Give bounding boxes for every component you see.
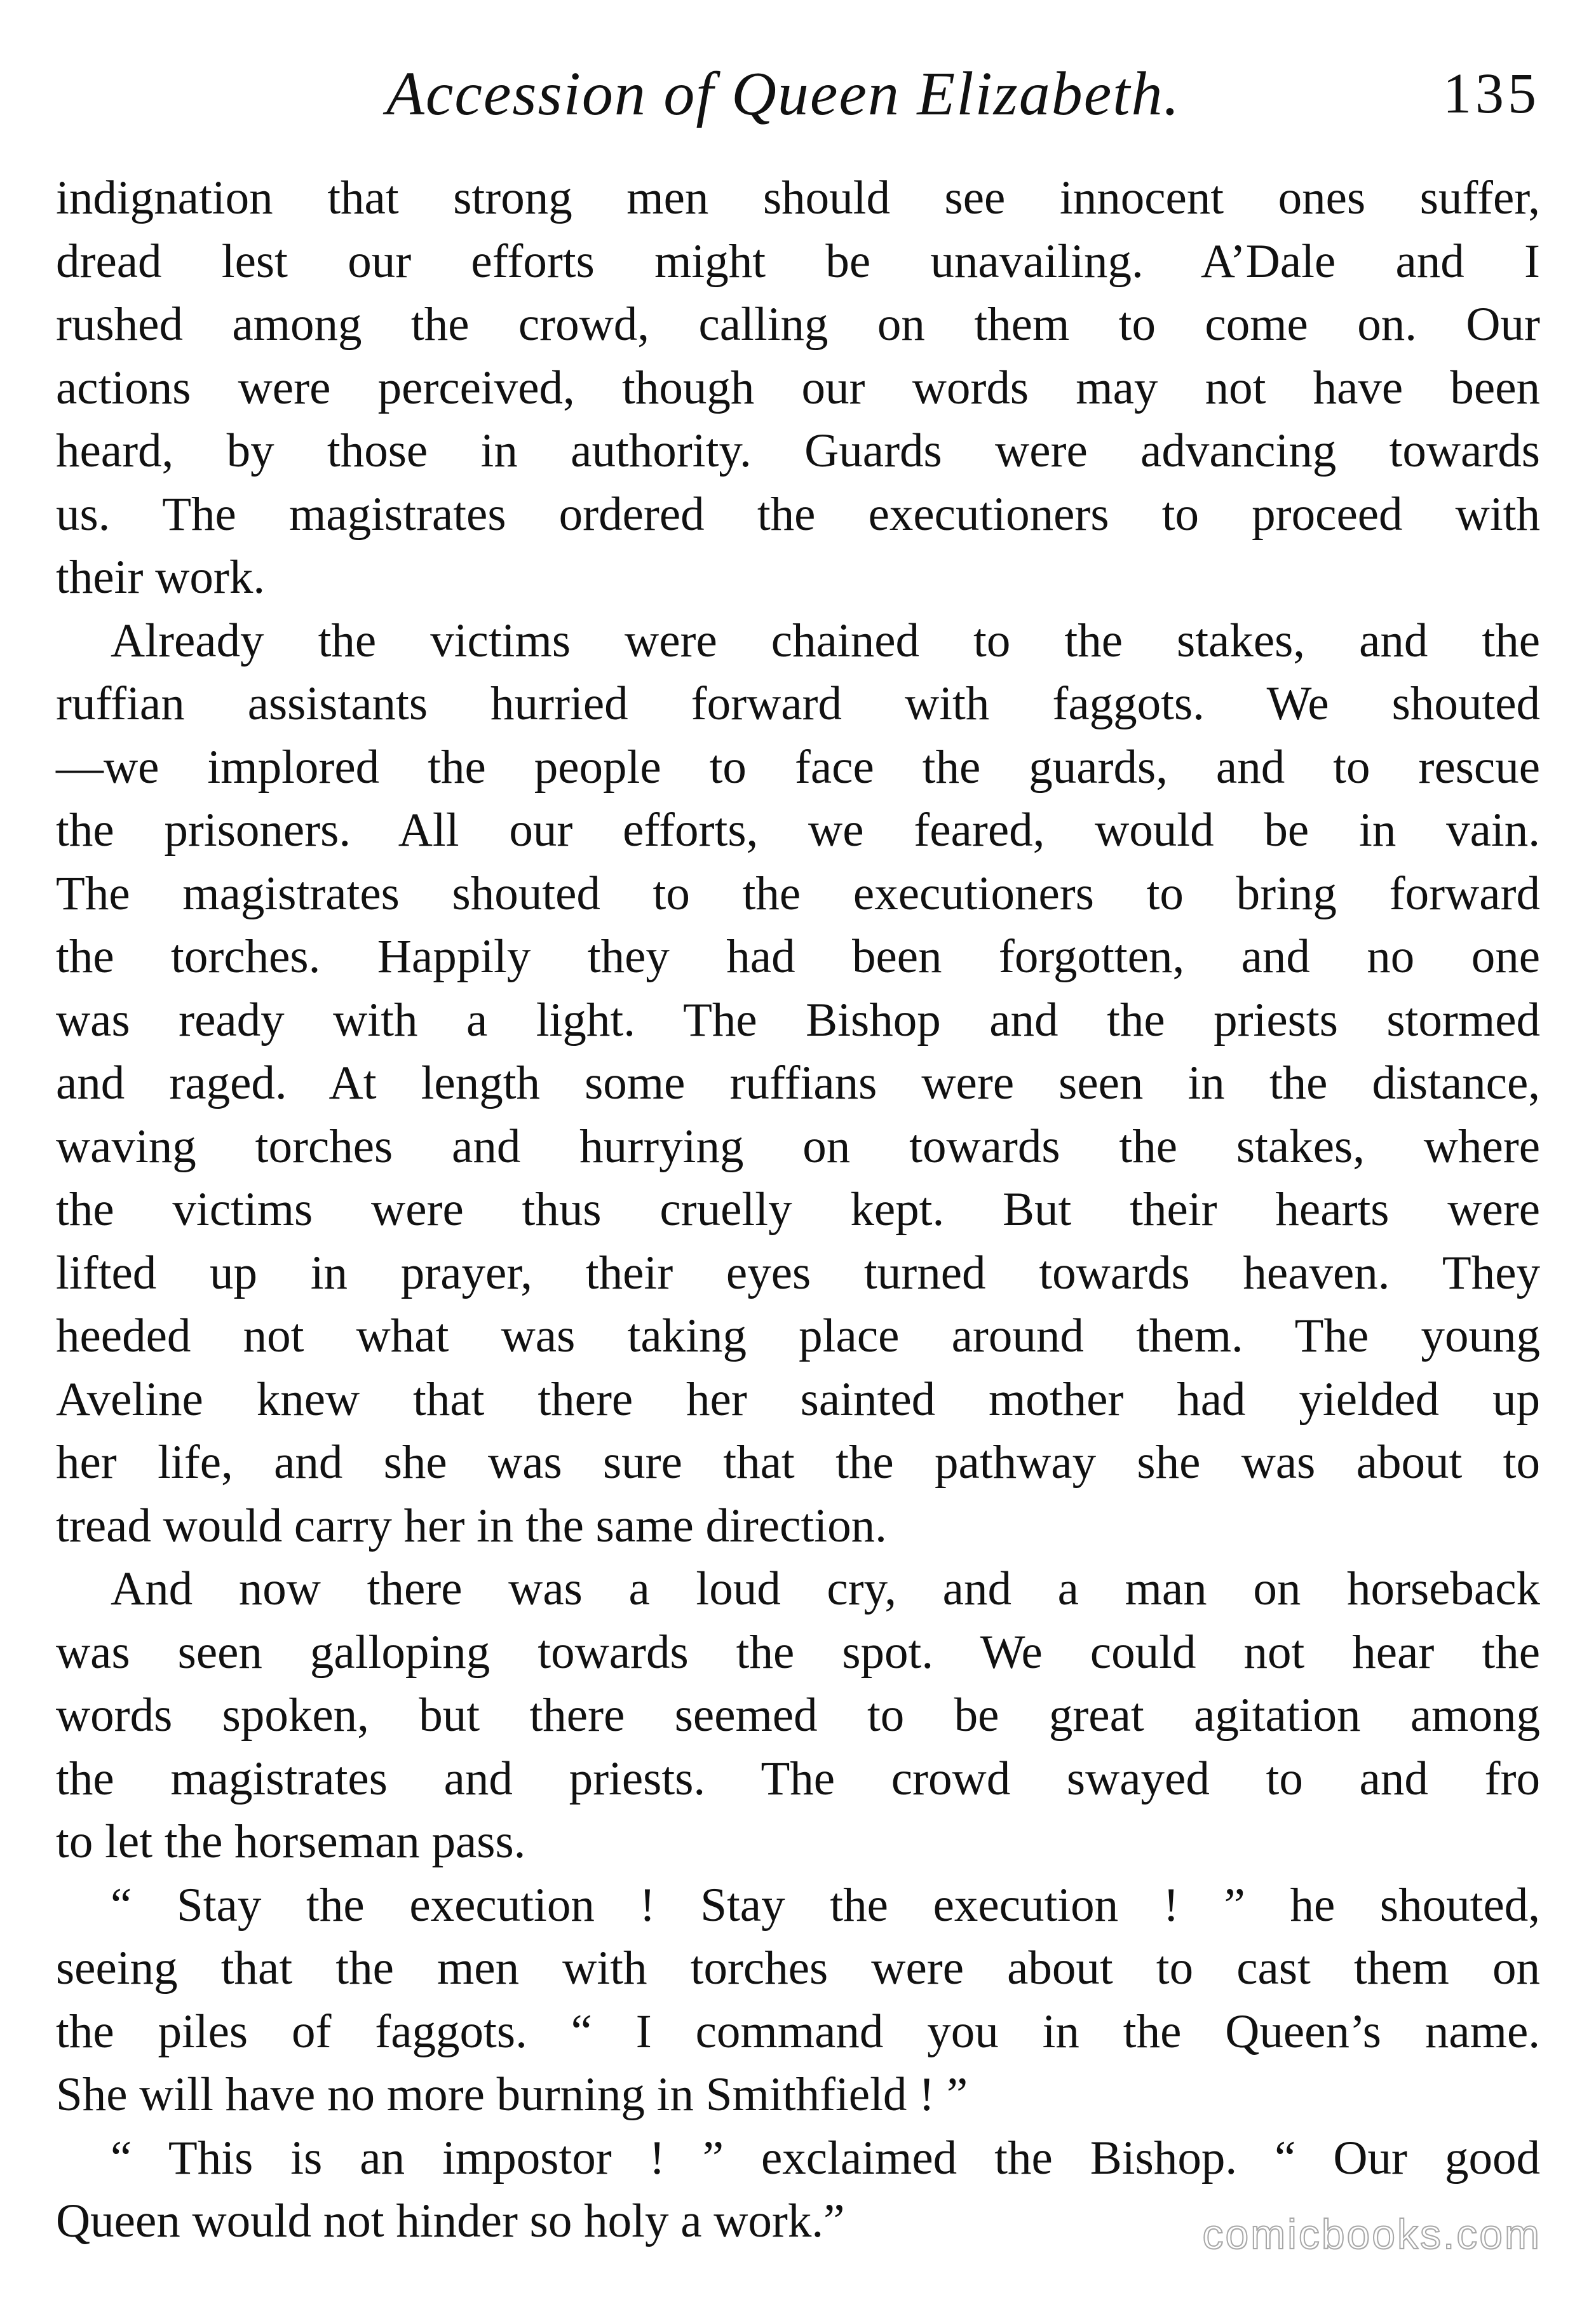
text-line: She will have no more burning in Smithfield ! ” xyxy=(56,2068,968,2121)
text-line: The magistrates shouted to the executioners to bring forward xyxy=(56,867,1540,920)
text-line: seeing that the men with torches were about to cast them on xyxy=(56,1942,1540,1995)
text-line: indignation that strong men should see innocent ones suffer, xyxy=(56,172,1540,224)
text-line: the victims were thus cruelly kept. But their hearts were xyxy=(56,1183,1540,1236)
text-line: lifted up in prayer, their eyes turned towards heaven. They xyxy=(56,1246,1540,1299)
text-line: —we implored the people to face the guards, and to rescue xyxy=(56,740,1540,794)
text-line: their work. xyxy=(56,551,266,604)
text-line: “ Stay the execution ! Stay the execution ! ” he shouted, xyxy=(111,1878,1540,1932)
text-line: the piles of faggots. “ I command you in the Queen’s name. xyxy=(56,2005,1540,2058)
text-line: actions were perceived, though our words may not have been xyxy=(56,361,1540,414)
watermark: comicbooks.com xyxy=(1202,2211,1541,2258)
running-title: Accession of Queen Elizabeth. xyxy=(386,60,1181,128)
text-line: And now there was a loud cry, and a man on horseback xyxy=(111,1562,1540,1615)
text-line: her life, and she was sure that the pathway she was about to xyxy=(56,1436,1540,1489)
text-line: waving torches and hurrying on towards the stakes, where xyxy=(56,1120,1540,1173)
text-line: Aveline knew that there her sainted mother had yielded up xyxy=(56,1372,1540,1426)
text-line: “ This is an impostor ! ” exclaimed the Bishop. “ Our good xyxy=(111,2131,1540,2184)
page-header xyxy=(56,50,1540,139)
text-line: rushed among the crowd, calling on them to come on. Our xyxy=(56,298,1540,351)
text-line: words spoken, but there seemed to be great agitation among xyxy=(56,1689,1540,1742)
text-line: Already the victims were chained to the stakes, and the xyxy=(111,614,1540,667)
text-line: to let the horseman pass. xyxy=(56,1815,526,1868)
text-line: was ready with a light. The Bishop and the priests stormed xyxy=(56,993,1540,1046)
text-line: the magistrates and priests. The crowd swayed to and fro xyxy=(56,1752,1540,1805)
text-line: the prisoners. All our efforts, we feared, would be in vain. xyxy=(56,804,1540,857)
body-text xyxy=(56,166,1540,2253)
text-line: was seen galloping towards the spot. We could not hear the xyxy=(56,1625,1540,1679)
text-line: and raged. At length some ruffians were seen in the distance, xyxy=(56,1057,1540,1109)
text-line: tread would carry her in the same direction. xyxy=(56,1499,887,1552)
text-line: Queen would not hinder so holy a work.” xyxy=(56,2195,845,2247)
text-line: dread lest our efforts might be unavailing. A’Dale and I xyxy=(56,234,1540,288)
text-line: heard, by those in authority. Guards were advancing towards xyxy=(56,424,1540,477)
text-line: the torches. Happily they had been forgotten, and no one xyxy=(56,930,1540,983)
text-line: heeded not what was taking place around them. The young xyxy=(56,1310,1540,1362)
text-line: us. The magistrates ordered the executioners to proceed with xyxy=(56,487,1540,541)
page-number: 135 xyxy=(1443,62,1540,125)
text-line: ruffian assistants hurried forward with faggots. We shouted xyxy=(56,677,1540,730)
